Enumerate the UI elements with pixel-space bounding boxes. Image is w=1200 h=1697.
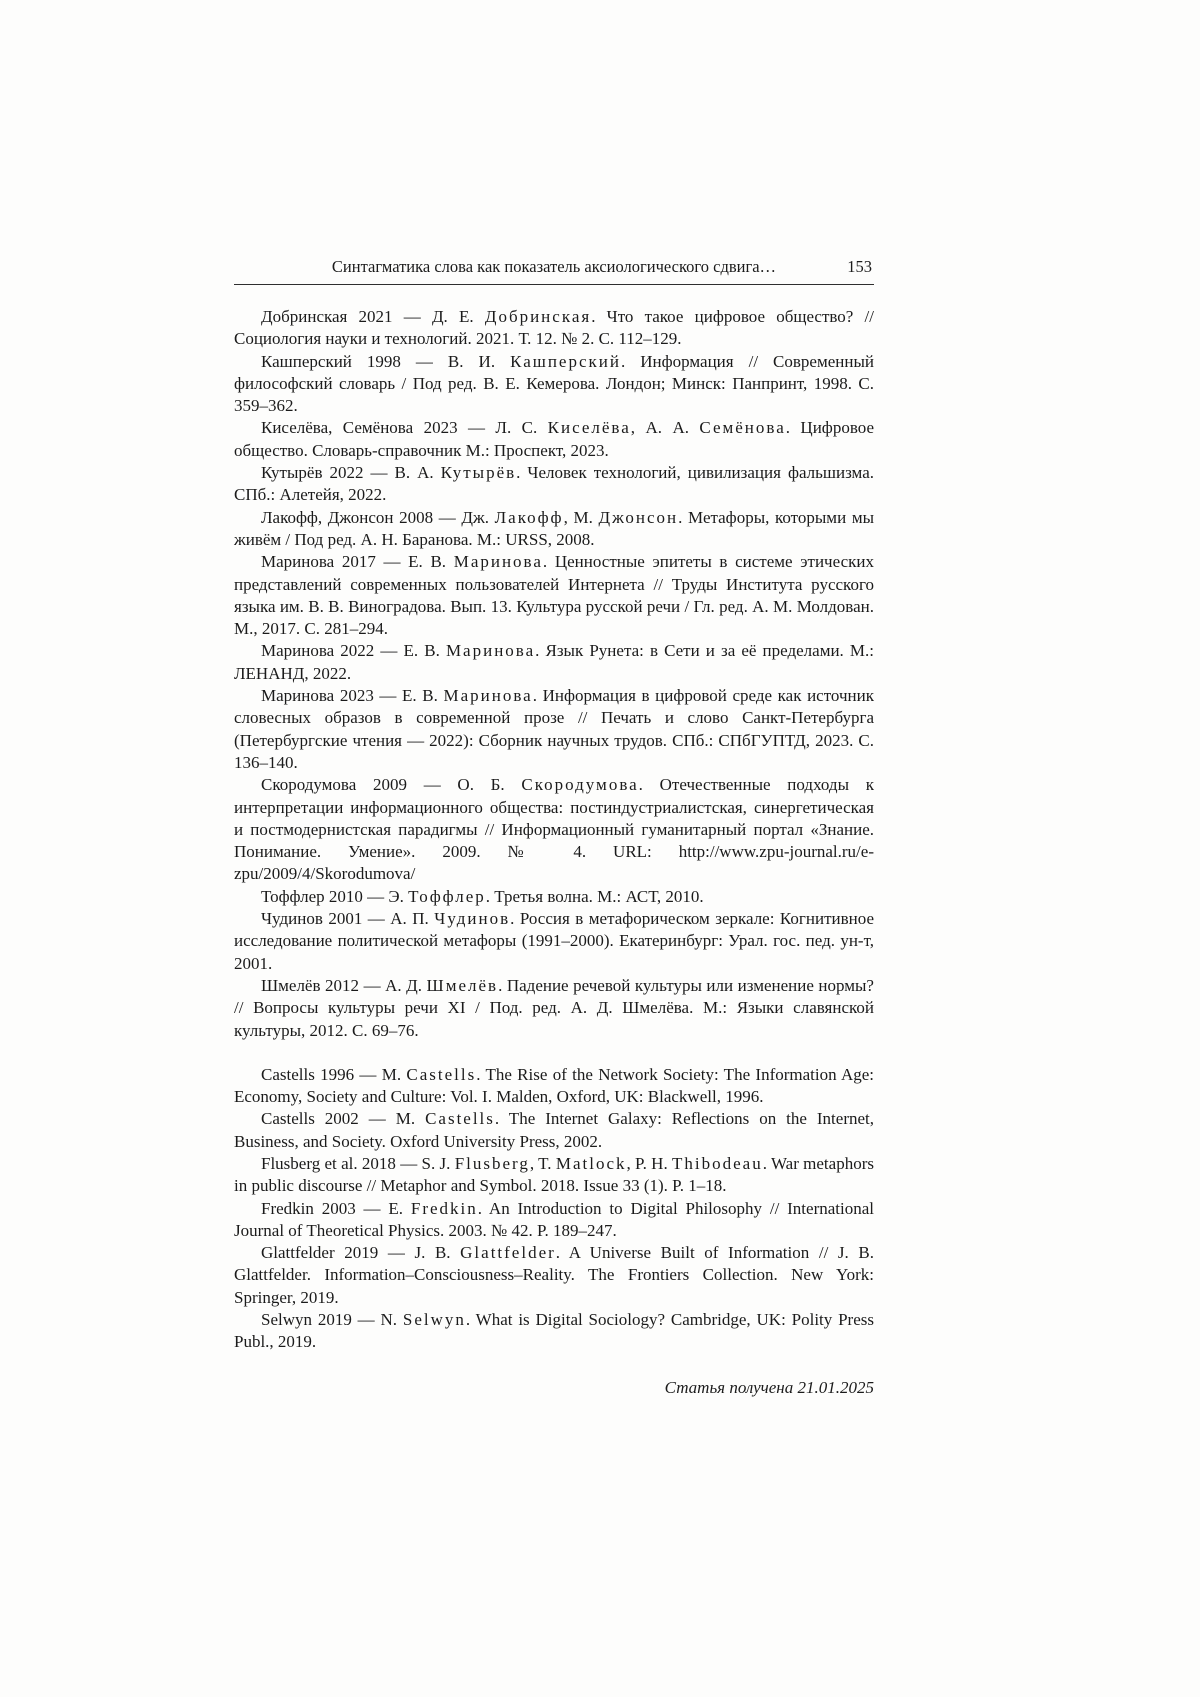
reference-author-name: Castells xyxy=(406,1064,477,1084)
reference-text: . Падение речевой культуры или изменение нормы? // Вопросы культуры речи XI / Под. ред. А. Д. Шмелёва. М.: Языки славянской культуры, 2012. С. 69–76. xyxy=(234,975,874,1040)
reference-text: . Третья волна. М.: АСТ, 2010. xyxy=(485,886,704,906)
reference-text: . Информация в цифровой среде как источник словесных образов в современной прозе // Печать и слово Санкт-Петербурга (Петербургские чтения — 2022): Сборник научных трудов. СПб.: СПбГУПТД, 2023. С. 136–140. xyxy=(234,686,874,772)
reference-item xyxy=(234,908,874,975)
reference-author-name: Selwyn xyxy=(402,1310,466,1330)
reference-item xyxy=(234,774,874,885)
reference-item xyxy=(234,1153,874,1198)
reference-text: . What is Digital Sociology? Cambridge, UK: Polity Press Publ., 2019. xyxy=(234,1310,874,1352)
reference-text: . A Universe Built of Information // J. B. Glattfelder. Information–Consciousness–Reality. The Frontiers Collection. New York: Springer, 2019. xyxy=(234,1243,874,1307)
references-english-section xyxy=(234,1064,874,1354)
received-date-note: Статья получена 21.01.2025 xyxy=(664,1377,874,1397)
reference-author-name: Семёнова xyxy=(699,418,786,438)
reference-item xyxy=(234,507,874,552)
reference-author-name: Шмелёв xyxy=(426,975,499,995)
reference-text: Маринова 2017 — Е. В. xyxy=(261,552,454,572)
reference-item xyxy=(234,417,874,462)
reference-text: Castells 1996 — M. xyxy=(261,1064,407,1084)
reference-text: . Что такое цифровое общество? // Социология науки и технологий. 2021. Т. 12. № 2. С. 112–129. xyxy=(234,307,874,349)
reference-text: , М. xyxy=(563,507,599,527)
reference-item xyxy=(234,1198,874,1243)
page-number: 153 xyxy=(847,257,872,276)
reference-text: Кутырёв 2022 — В. А. xyxy=(261,463,441,483)
running-title: Синтагматика слова как показатель аксиологического сдвига… xyxy=(331,257,777,276)
reference-author-name: Кутырёв xyxy=(440,463,517,483)
reference-item xyxy=(234,886,874,908)
reference-author-name: Маринова xyxy=(453,552,543,572)
reference-text: . An Introduction to Digital Philosophy // International Journal of Theoretical Physics. 2003. № 42. P. 189–247. xyxy=(234,1198,874,1240)
reference-text: Маринова 2023 — Е. В. xyxy=(261,686,444,706)
reference-item xyxy=(234,1108,874,1153)
reference-text: . Ценностные эпитеты в системе этических представлений современных пользователей Интернета // Труды Института русского языка им. В. В. Виноградова. Вып. 13. Культура русской речи / Гл. ред. А. М. Молдован. М., 2017. С. 281–294. xyxy=(234,552,874,639)
reference-author-name: Джонсон xyxy=(598,507,679,527)
reference-text: . Человек технологий, цивилизация фальшизма. СПб.: Алетейя, 2022. xyxy=(234,463,874,505)
running-header xyxy=(234,256,874,277)
reference-author-name: Thibodeau xyxy=(672,1153,763,1173)
reference-text: . Язык Рунета: в Сети и за её пределами. М.: ЛЕНАНД, 2022. xyxy=(234,641,874,683)
reference-text: . Метафоры, которыми мы живём / Под ред. А. Н. Баранова. М.: URSS, 2008. xyxy=(234,507,874,549)
reference-author-name: Fredkin xyxy=(410,1198,478,1218)
reference-text: . The Internet Galaxy: Reflections on the Internet, Business, and Society. Oxford University Press, 2002. xyxy=(234,1109,874,1151)
page-content xyxy=(234,256,874,1399)
reference-text: Чудинов 2001 — А. П. xyxy=(261,909,435,929)
reference-author-name: Киселёва xyxy=(547,418,631,438)
reference-text: Скородумова 2009 — О. Б. xyxy=(261,775,522,795)
reference-author-name: Чудинов xyxy=(434,909,511,929)
reference-author-name: Скородумова xyxy=(521,775,639,795)
header-rule xyxy=(234,284,874,285)
reference-item xyxy=(234,975,874,1042)
reference-text: . The Rise of the Network Society: The Information Age: Economy, Society and Culture: Vol. I. Malden, Oxford, UK: Blackwell, 1996. xyxy=(234,1064,874,1107)
reference-author-name: Matlock xyxy=(555,1153,627,1173)
reference-item xyxy=(234,306,874,351)
reference-author-name: Flusberg xyxy=(454,1153,530,1173)
reference-item xyxy=(234,1064,874,1109)
reference-author-name: Glattfelder xyxy=(460,1243,556,1263)
reference-text: Маринова 2022 — Е. В. xyxy=(261,641,446,661)
reference-author-name: Лакофф xyxy=(494,507,564,527)
reference-text: Тоффлер 2010 — Э. xyxy=(261,886,409,906)
reference-text: Шмелёв 2012 — А. Д. xyxy=(261,975,427,995)
references-russian-section xyxy=(234,306,874,1042)
reference-item xyxy=(234,1242,874,1309)
reference-text: Кашперский 1998 — В. И. xyxy=(261,351,511,371)
reference-text: Castells 2002 — M. xyxy=(261,1109,426,1129)
reference-text: . Информация // Современный философский словарь / Под ред. В. Е. Кемерова. Лондон; Минск: Панпринт, 1998. С. 359–362. xyxy=(234,351,874,416)
reference-item xyxy=(234,1309,874,1354)
reference-text: . Отечественные подходы к интерпретации информационного общества: постиндустриалистская, синергетическая и постмодернистская парадигмы // Информационный гуманитарный портал «Знание. Понимание. Умение». 2009. № 4. URL: http://www.zpu-journal.ru/e-zpu/2009/4/Skorodumova/ xyxy=(234,775,874,884)
reference-text: Лакофф, Джонсон 2008 — Дж. xyxy=(261,507,495,527)
reference-author-name: Кашперский xyxy=(510,351,621,371)
reference-text: Selwyn 2019 — N. xyxy=(261,1310,403,1330)
reference-text: . Россия в метафорическом зеркале: Когнитивное исследование политической метафоры (1991–2000). Екатеринбург: Урал. гос. пед. ун-т, 2001. xyxy=(234,909,874,973)
reference-item xyxy=(234,551,874,640)
reference-text: Flusberg et al. 2018 — S. J. xyxy=(261,1153,455,1173)
reference-text: . Цифровое общество. Словарь-справочник М.: Проспект, 2023. xyxy=(234,418,874,460)
reference-text: Киселёва, Семёнова 2023 — Л. С. xyxy=(261,418,548,438)
reference-text: Glattfelder 2019 — J. B. xyxy=(261,1243,461,1263)
reference-author-name: Добринская xyxy=(484,307,592,326)
reference-text: Добринская 2021 — Д. Е. xyxy=(261,307,485,326)
reference-text: . War metaphors in public discourse // Metaphor and Symbol. 2018. Issue 33 (1). P. 1–18. xyxy=(234,1153,874,1196)
reference-author-name: Маринова xyxy=(443,686,533,706)
reference-author-name: Castells xyxy=(425,1109,495,1129)
reference-text: , P. H. xyxy=(626,1153,673,1173)
reference-item xyxy=(234,640,874,685)
reference-text: Fredkin 2003 — E. xyxy=(261,1198,411,1218)
reference-item xyxy=(234,351,874,418)
reference-item xyxy=(234,462,874,507)
reference-text: , А. А. xyxy=(630,418,700,438)
reference-author-name: Тоффлер xyxy=(408,886,486,906)
reference-item xyxy=(234,685,874,774)
reference-text: , T. xyxy=(529,1153,556,1173)
reference-author-name: Маринова xyxy=(445,641,536,661)
